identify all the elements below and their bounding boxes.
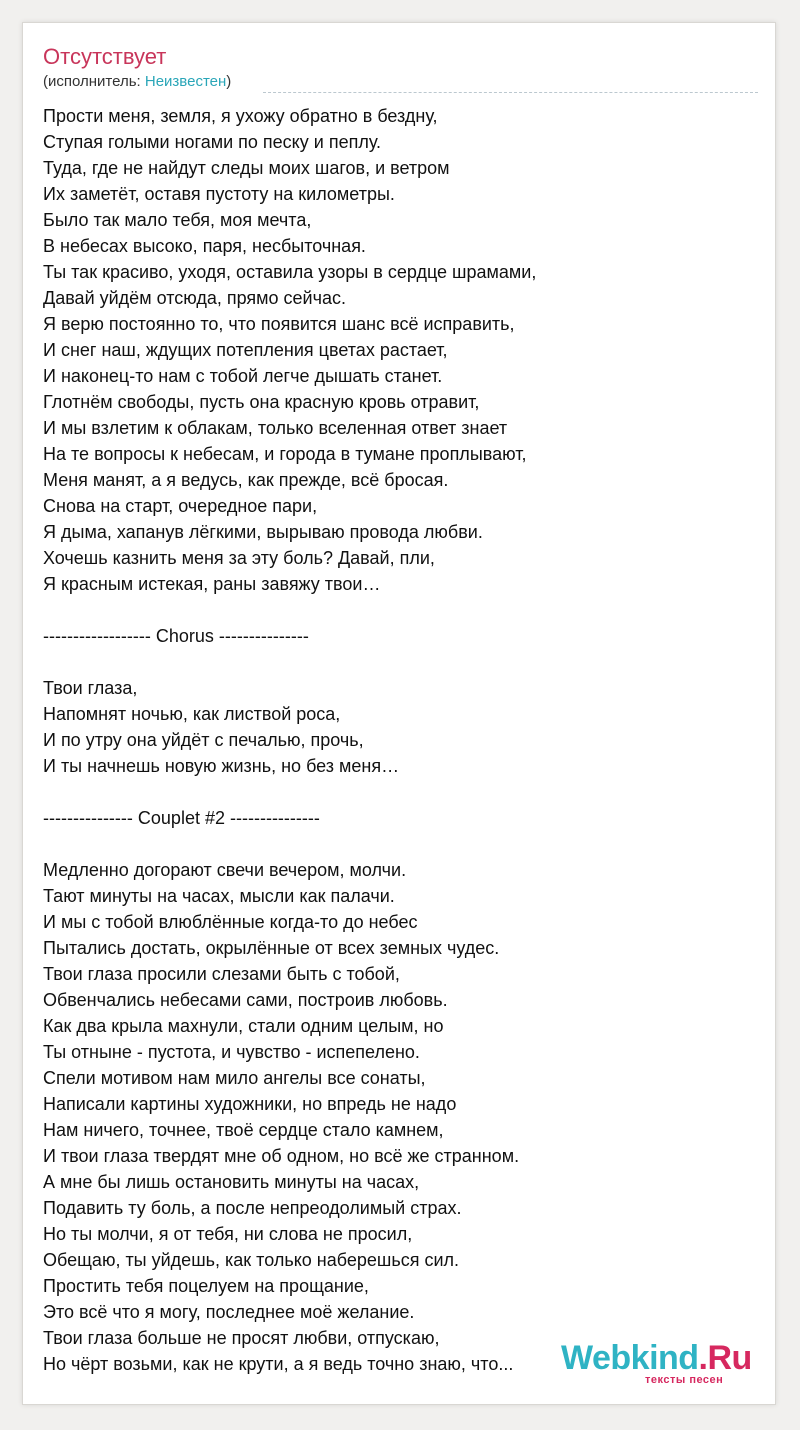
lyric-line: В небесах высоко, паря, несбыточная. — [43, 236, 366, 256]
lyric-line: Я красным истекая, раны завяжу твои… — [43, 574, 381, 594]
lyric-line: ------------------ Chorus --------------- — [43, 626, 309, 646]
lyric-line: Как два крыла махнули, стали одним целым, но — [43, 1016, 444, 1036]
lyric-line: Спели мотивом нам мило ангелы все сонаты, — [43, 1068, 426, 1088]
lyric-line: И наконец-то нам с тобой легче дышать станет. — [43, 366, 443, 386]
lyric-line: И мы с тобой влюблённые когда-то до небес — [43, 912, 418, 932]
lyric-line: Тают минуты на часах, мысли как палачи. — [43, 886, 395, 906]
lyric-line: Ступая голыми ногами по песку и пеплу. — [43, 132, 382, 152]
logo-wordmark — [561, 1340, 752, 1376]
lyric-line — [43, 779, 758, 805]
lyric-line: И мы взлетим к облакам, только вселенная ответ знает — [43, 418, 508, 438]
lyric-line: --------------- Couplet #2 --------------- — [43, 808, 320, 828]
artist-suffix: ) — [226, 73, 232, 90]
lyric-line: Напомнят ночью, как листвой роса, — [43, 704, 341, 724]
lyric-line: Обвенчались небесами сами, построив любовь. — [43, 990, 448, 1010]
lyric-line: Хочешь казнить меня за эту боль? Давай, пли, — [43, 548, 435, 568]
lyric-line: Было так мало тебя, моя мечта, — [43, 210, 312, 230]
lyric-line: Туда, где не найдут следы моих шагов, и ветром — [43, 158, 450, 178]
lyric-line: Глотнём свободы, пусть она красную кровь отравит, — [43, 392, 480, 412]
lyric-line: Простить тебя поцелуем на прощание, — [43, 1276, 369, 1296]
lyric-line: Подавить ту боль, а после непреодолимый страх. — [43, 1198, 462, 1218]
lyric-line: Обещаю, ты уйдешь, как только наберешься сил. — [43, 1250, 460, 1270]
lyric-line: И снег наш, ждущих потепления цветах растает, — [43, 340, 448, 360]
lyric-line — [43, 649, 758, 675]
lyric-line: На те вопросы к небесам, и города в тумане проплывают, — [43, 444, 527, 464]
lyric-line: Давай уйдём отсюда, прямо сейчас. — [43, 288, 346, 308]
lyric-line: Ты так красиво, уходя, оставила узоры в сердце шрамами, — [43, 262, 537, 282]
lyric-line: Но ты молчи, я от тебя, ни слова не просил, — [43, 1224, 413, 1244]
lyric-line: Написали картины художники, но впредь не надо — [43, 1094, 457, 1114]
lyrics-card — [22, 22, 776, 1405]
artist-link[interactable]: Неизвестен — [144, 73, 227, 90]
lyrics-text — [43, 103, 758, 1377]
lyric-line — [43, 597, 758, 623]
lyric-line: И по утру она уйдёт с печалью, прочь, — [43, 730, 364, 750]
logo-suffix-text: .Ru — [698, 1339, 752, 1377]
lyric-line: Твои глаза больше не просят любви, отпускаю, — [43, 1328, 440, 1348]
lyric-line: Их заметёт, оставя пустоту на километры. — [43, 184, 395, 204]
webkind-logo[interactable] — [561, 1340, 761, 1390]
logo-tagline: тексты песен — [645, 1374, 724, 1386]
artist-prefix: (исполнитель: — [43, 73, 145, 90]
lyric-line: Но чёрт возьми, как не крути, а я ведь точно знаю, что... — [43, 1354, 514, 1374]
lyric-line: Ты отныне - пустота, и чувство - испепелено. — [43, 1042, 420, 1062]
lyric-line: Это всё что я могу, последнее моё желание. — [43, 1302, 415, 1322]
lyric-line: И твои глаза твердят мне об одном, но всё же странном. — [43, 1146, 520, 1166]
lyric-line: Я дыма, хапанув лёгкими, вырываю провода любви. — [43, 522, 483, 542]
lyric-line: Нам ничего, точнее, твоё сердце стало камнем, — [43, 1120, 444, 1140]
lyric-line: Твои глаза, — [43, 678, 138, 698]
header-divider — [263, 92, 758, 93]
lyric-line: Твои глаза просили слезами быть с тобой, — [43, 964, 400, 984]
lyric-line: И ты начнешь новую жизнь, но без меня… — [43, 756, 400, 776]
lyric-line: А мне бы лишь остановить минуты на часах, — [43, 1172, 420, 1192]
lyric-line: Меня манят, а я ведусь, как прежде, всё бросая. — [43, 470, 449, 490]
lyric-line: Я верю постоянно то, что появится шанс всё исправить, — [43, 314, 515, 334]
lyric-line: Пытались достать, окрылённые от всех земных чудес. — [43, 938, 500, 958]
artist-line — [43, 72, 231, 92]
logo-main-text: Webkind — [561, 1339, 699, 1377]
song-title: Отсутствует — [43, 44, 167, 69]
lyric-line: Снова на старт, очередное пари, — [43, 496, 318, 516]
lyric-line: Прости меня, земля, я ухожу обратно в бездну, — [43, 106, 438, 126]
lyric-line: Медленно догорают свечи вечером, молчи. — [43, 860, 407, 880]
lyric-line — [43, 831, 758, 857]
